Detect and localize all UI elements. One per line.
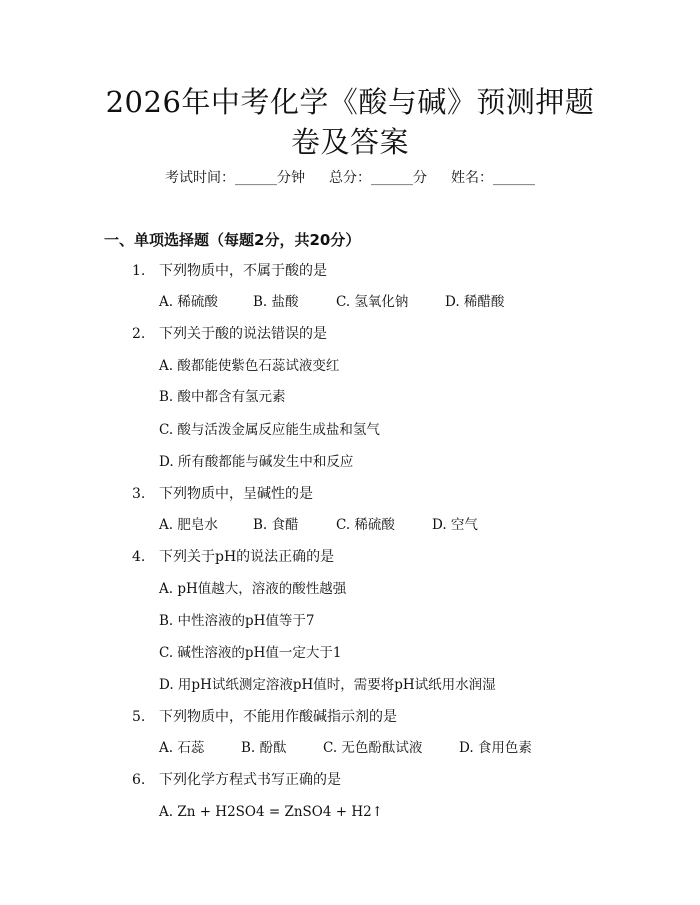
option-a: A. 稀硫酸: [159, 294, 218, 310]
question-number: 3.: [132, 486, 146, 502]
exam-info: [0, 168, 700, 188]
option-d: D. 空气: [432, 517, 478, 533]
option-a: A. pH值越大，溶液的酸性越强: [159, 581, 347, 597]
option-b: B. 食醋: [253, 517, 299, 533]
option-c: C. 氢氧化钠: [336, 294, 409, 310]
option-b: B. 盐酸: [253, 294, 299, 310]
option-d: D. 所有酸都能与碱发生中和反应: [159, 454, 354, 470]
option-d: D. 食用色素: [459, 740, 532, 756]
option-c: C. 无色酚酞试液: [323, 740, 423, 756]
exam-total-field: 总分：______分: [329, 170, 427, 186]
page-title: 2026年中考化学《酸与碱》预测押题卷及答案: [105, 85, 595, 159]
option-b: B. 酚酞: [241, 740, 287, 756]
option-a: A. Zn + H2SO4 = ZnSO4 + H2↑: [159, 804, 384, 820]
option-d: D. 稀醋酸: [445, 294, 505, 310]
exam-name-field: 姓名：______: [451, 170, 535, 186]
option-c: C. 稀硫酸: [336, 517, 395, 533]
question-text: 下列关于pH的说法正确的是: [159, 549, 335, 565]
option-b: B. 中性溶液的pH值等于7: [159, 613, 315, 629]
question-number: 5.: [132, 709, 146, 725]
question-text: 下列物质中，不属于酸的是: [159, 263, 327, 279]
section-heading: 一、单项选择题（每题2分，共20分）: [104, 231, 361, 249]
option-a: A. 酸都能使紫色石蕊试液变红: [159, 358, 340, 374]
question-text: 下列物质中，不能用作酸碱指示剂的是: [159, 709, 397, 725]
option-c: C. 酸与活泼金属反应能生成盐和氢气: [159, 422, 380, 438]
option-a: A. 肥皂水: [159, 517, 218, 533]
question-number: 1.: [132, 263, 146, 279]
question-text: 下列物质中，呈碱性的是: [159, 486, 313, 502]
question-text: 下列化学方程式书写正确的是: [159, 772, 341, 788]
option-c: C. 碱性溶液的pH值一定大于1: [159, 645, 342, 661]
question-number: 2.: [132, 326, 146, 342]
option-a: A. 石蕊: [159, 740, 205, 756]
question-text: 下列关于酸的说法错误的是: [159, 326, 327, 342]
option-d: D. 用pH试纸测定溶液pH值时，需要将pH试纸用水润湿: [159, 677, 496, 693]
exam-time-field: 考试时间：______分钟: [165, 170, 305, 186]
option-b: B. 酸中都含有氢元素: [159, 389, 286, 405]
question-number: 6.: [132, 772, 146, 788]
question-number: 4.: [132, 549, 146, 565]
